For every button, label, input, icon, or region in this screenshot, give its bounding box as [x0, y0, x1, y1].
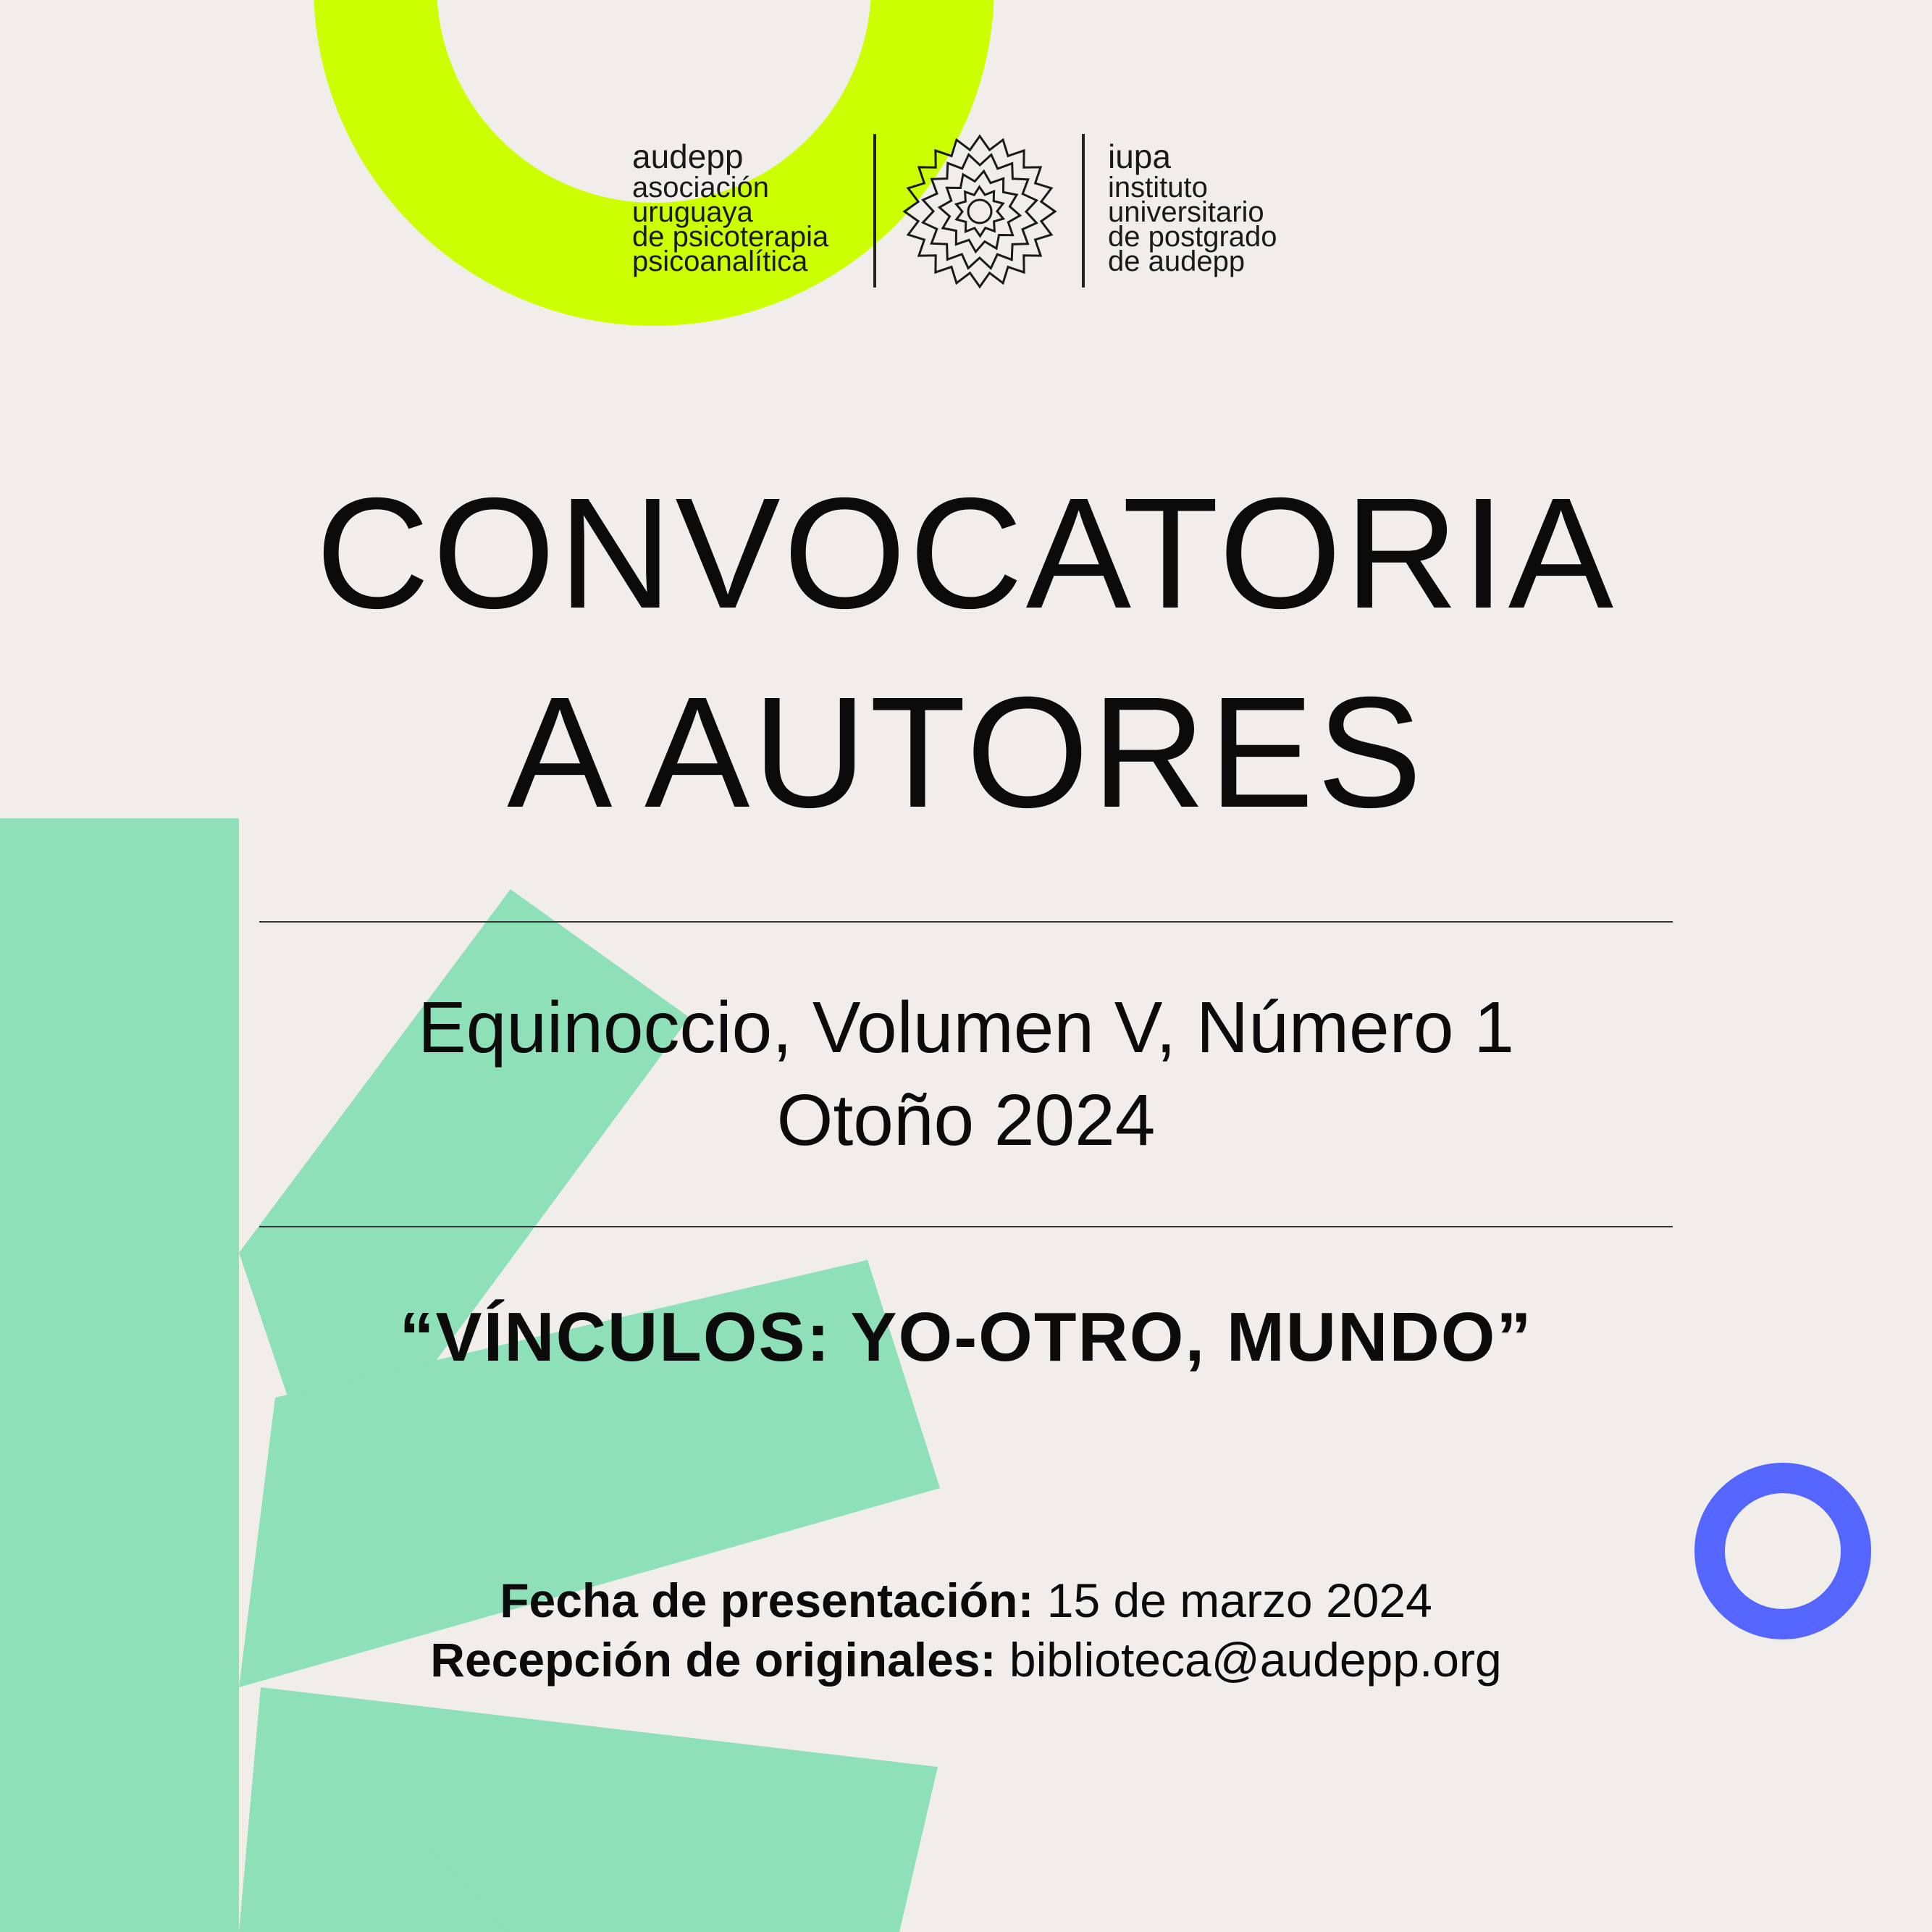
iupa-line-4: de audepp [1108, 245, 1246, 277]
submission-date [0, 1571, 1932, 1629]
date-value: 15 de marzo 2024 [1046, 1574, 1432, 1627]
email-value: biblioteca@audepp.org [1009, 1633, 1502, 1687]
iupa-brand: iupa [1108, 138, 1171, 175]
iupa-logo [1108, 138, 1277, 277]
audepp-line-1: asociación [632, 172, 770, 203]
title-line-1: CONVOCATORIA [315, 466, 1617, 642]
iupa-line-2: universitario [1108, 196, 1264, 228]
date-label: Fecha de presentación: [500, 1574, 1034, 1627]
audepp-logo [632, 138, 829, 277]
audepp-line-4: psicoanalítica [632, 245, 808, 277]
logo-divider-right [1082, 134, 1085, 287]
issue-line-2: Otoño 2024 [776, 1080, 1156, 1161]
audepp-line-2: uruguaya [632, 196, 753, 228]
audepp-line-3: de psicoterapia [632, 221, 829, 253]
issue-theme: “VÍNCULOS: YO-OTRO, MUNDO” [399, 1298, 1533, 1376]
title-line-2: A AUTORES [507, 665, 1425, 841]
iupa-line-3: de postgrado [1108, 221, 1277, 253]
divider-top [259, 921, 1673, 923]
submission-email [0, 1631, 1932, 1689]
email-label: Recepción de originales: [430, 1633, 996, 1687]
logo-divider-left [873, 134, 876, 287]
issue-line-1: Equinoccio, Volumen V, Número 1 [418, 987, 1514, 1068]
divider-bottom [259, 1226, 1673, 1227]
audepp-brand: audepp [632, 138, 744, 175]
iupa-line-1: instituto [1108, 172, 1208, 203]
